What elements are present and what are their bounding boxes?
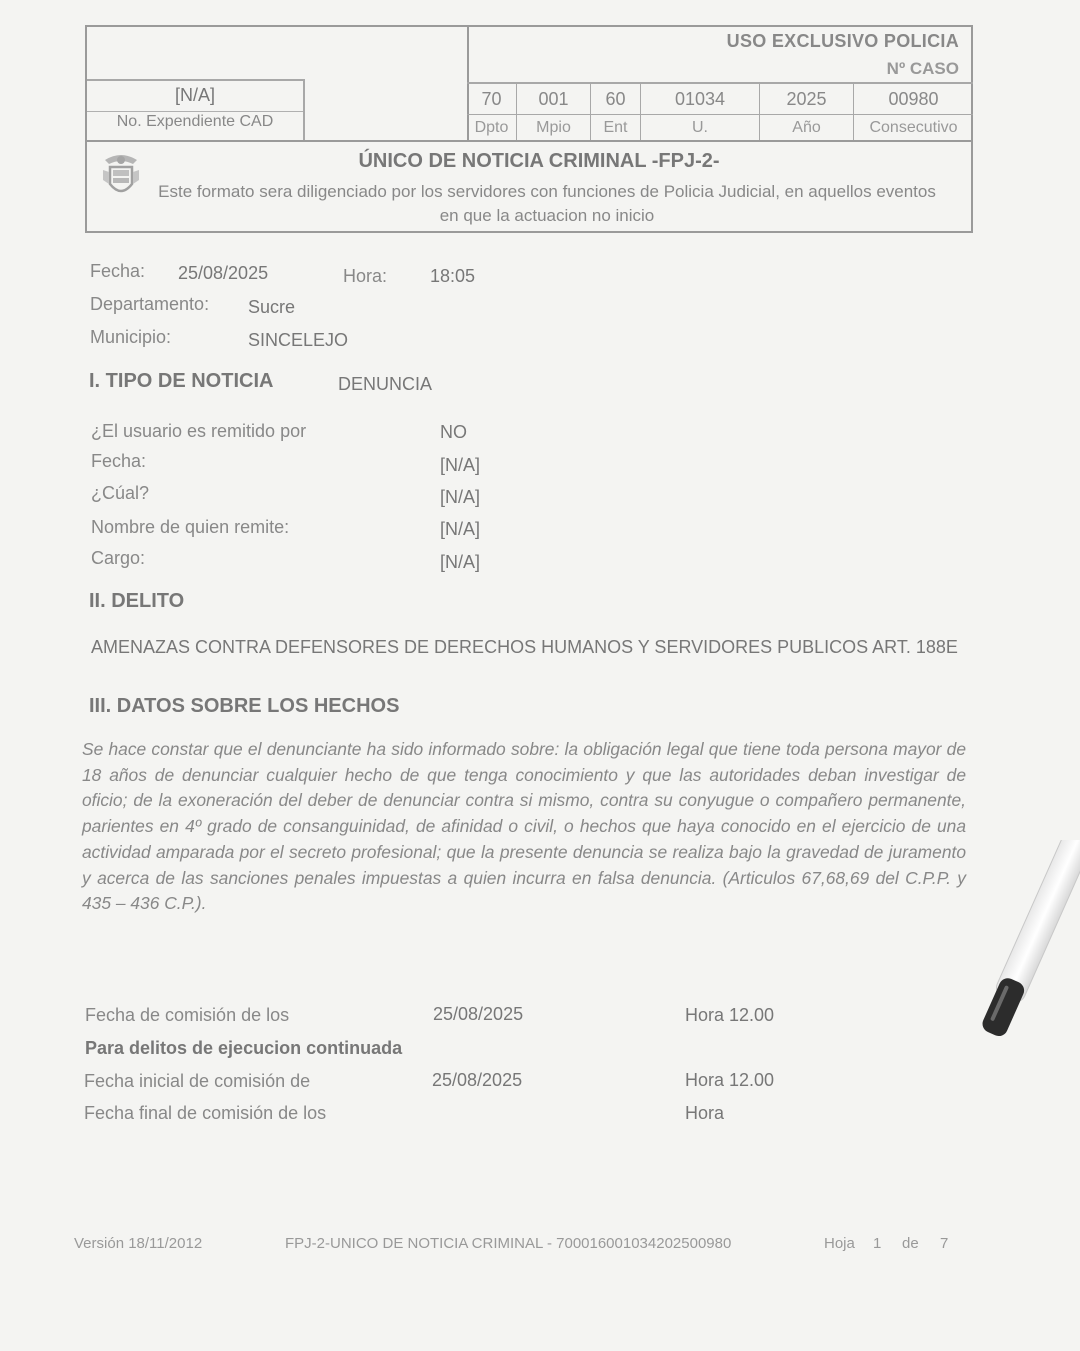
quien-remite-label: Nombre de quien remite: (91, 517, 290, 537)
cual-label: ¿Cúal? (91, 483, 150, 503)
cad-label: No. Expendiente CAD (116, 113, 274, 130)
header-right (467, 27, 973, 140)
cual-value: [N/A] (440, 487, 481, 507)
fecha-final-label: Fecha final de comisión de los (84, 1103, 327, 1123)
code-ent (591, 84, 641, 142)
fecha-comision-label: Fecha de comisión de los (85, 1005, 290, 1025)
code-value: 70 (467, 84, 516, 115)
footer-hoja-label: Hoja (824, 1235, 855, 1252)
cad-box (87, 79, 305, 140)
tipo-noticia-heading: I. TIPO DE NOTICIA (89, 370, 274, 392)
code-value: 2025 (760, 84, 853, 115)
n-caso-label: Nº CASO (886, 59, 959, 78)
hora-comision: Hora 12.00 (685, 1005, 775, 1025)
hora-value: 18:05 (430, 266, 476, 286)
case-code-row (467, 82, 973, 142)
footer-hoja-num: 1 (873, 1235, 882, 1252)
hechos-text: Se hace constar que el denunciante ha sido informado sobre: la obligación legal que tiene toda persona mayor de 18 años de denunciar cualquier hecho de que tenga conocimiento y que las autoridades deban investigar de oficio; de la exoneración del deber de denunciar contra si mismo, contra su conyugue o compañero permanente, parientes en 4º grado de consanguinidad, de afinidad o civil, o hechos que haya conocido en el ejercicio de una actividad amparada por el secreto profesional; que la presente denuncia se realiza bajo la gravedad de juramento y acerca de las sanciones penales impuestas a quien incurra en falsa denuncia. (Articulos 67,68,69 del C.P.P. y 435 – 436 C.P.). (82, 739, 966, 914)
municipio-value: SINCELEJO (248, 330, 349, 350)
fecha-inicial-label: Fecha inicial de comisión de (84, 1071, 311, 1091)
departamento-label: Departamento: (90, 294, 210, 314)
code-value: 001 (517, 84, 590, 115)
remitido-label: ¿El usuario es remitido por (91, 421, 307, 441)
footer-de-label: de (902, 1235, 919, 1252)
fecha-value: 25/08/2025 (178, 263, 269, 283)
code-mpio (517, 84, 591, 142)
code-label: Mpio (536, 119, 571, 136)
code-dpto (467, 84, 517, 142)
uso-exclusivo-label: USO EXCLUSIVO POLICIA (726, 31, 959, 51)
cad-value: [N/A] (87, 85, 303, 112)
header-left (87, 27, 469, 140)
form-title: ÚNICO DE NOTICIA CRIMINAL -FPJ-2- (358, 150, 720, 172)
code-value: 01034 (641, 84, 759, 115)
delito-heading: II. DELITO (89, 590, 185, 612)
municipio-label: Municipio: (90, 327, 172, 347)
code-anio (760, 84, 854, 142)
title-row (87, 140, 971, 235)
code-label: U. (692, 119, 708, 136)
hora-label: Hora: (343, 266, 388, 286)
code-label: Consecutivo (869, 119, 958, 136)
cargo-value: [N/A] (440, 552, 481, 572)
fecha-comision-value: 25/08/2025 (433, 1004, 524, 1024)
remitido-fecha-label: Fecha: (91, 451, 147, 471)
footer-hoja-total: 7 (940, 1235, 949, 1252)
code-label: Año (792, 119, 821, 136)
delito-text: AMENAZAS CONTRA DEFENSORES DE DERECHOS HUMANOS Y SERVIDORES PUBLICOS ART. 188E (91, 637, 958, 657)
code-value: 00980 (854, 84, 973, 115)
quien-remite-value: [N/A] (440, 519, 481, 539)
fecha-inicial-value: 25/08/2025 (432, 1070, 523, 1090)
code-label: Ent (603, 119, 628, 136)
departamento-value: Sucre (248, 297, 296, 317)
fecha-label: Fecha: (90, 261, 146, 281)
remitido-value: NO (440, 422, 467, 442)
header-box (85, 25, 973, 233)
code-label: Dpto (474, 119, 509, 136)
code-value: 60 (591, 84, 640, 115)
hechos-heading: III. DATOS SOBRE LOS HECHOS (89, 695, 400, 717)
cargo-label: Cargo: (91, 548, 146, 568)
hora-final: Hora (685, 1103, 725, 1123)
footer-version: Versión 18/11/2012 (74, 1235, 203, 1252)
hora-inicial: Hora 12.00 (685, 1070, 775, 1090)
pen-image (955, 840, 1080, 1060)
continuada-label: Para delitos de ejecucion continuada (85, 1038, 403, 1058)
code-u (641, 84, 760, 142)
tipo-noticia-value: DENUNCIA (338, 374, 433, 394)
remitido-fecha-value: [N/A] (440, 455, 481, 475)
code-consecutivo (854, 84, 973, 142)
form-subtitle: Este formato sera diligenciado por los servidores con funciones de Policia Judicial, en aquellos eventos en que la actuacion no inicio (158, 182, 936, 225)
footer-form-id: FPJ-2-UNICO DE NOTICIA CRIMINAL - 700016001034202500980 (285, 1235, 732, 1252)
